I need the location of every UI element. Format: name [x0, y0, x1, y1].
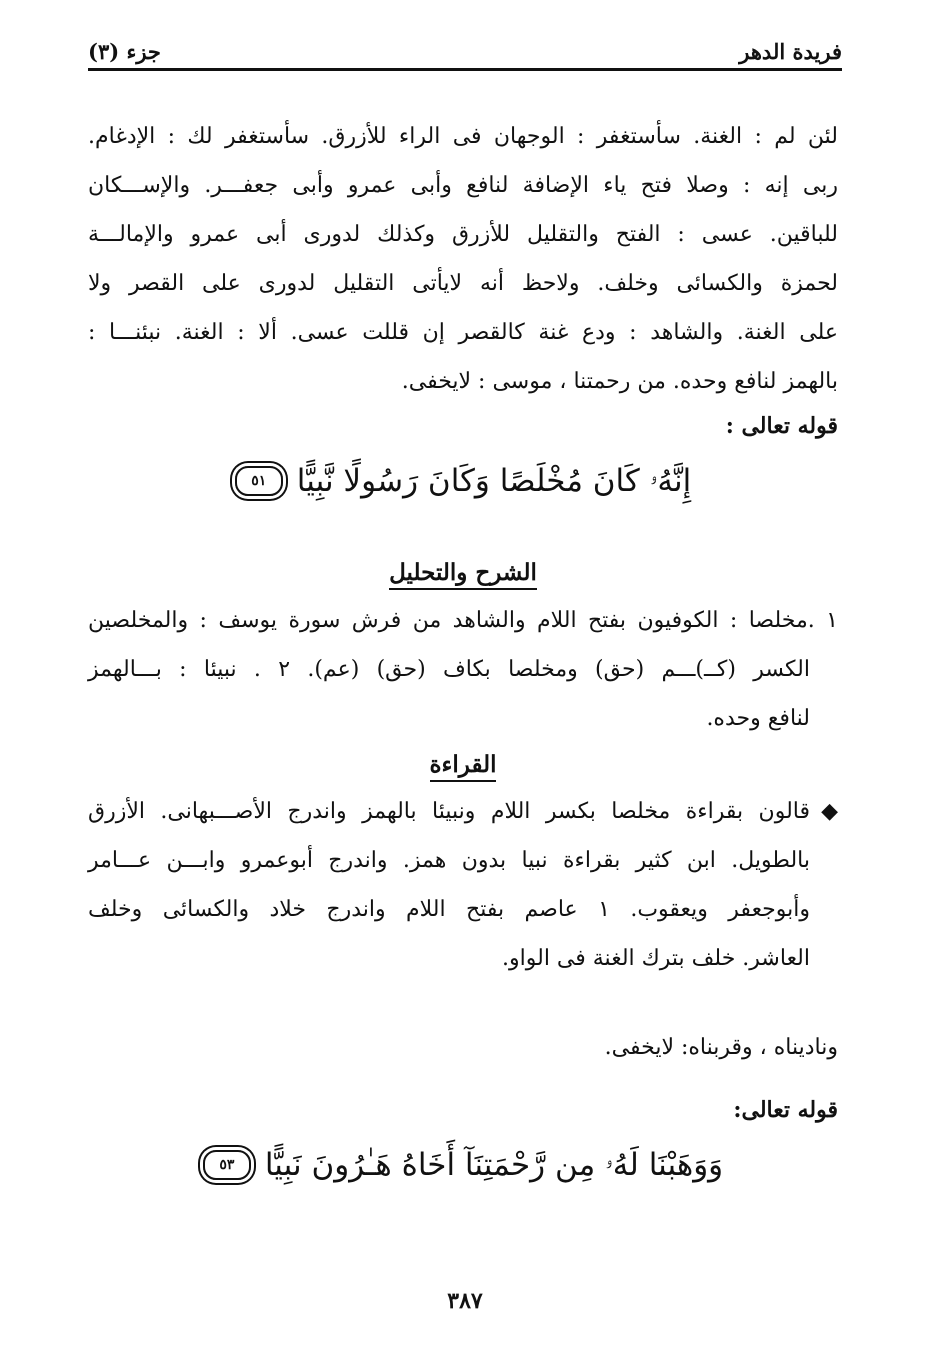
- running-header: [88, 28, 842, 71]
- section-title-qiraa: [88, 743, 838, 787]
- section-title-sharh: [88, 550, 838, 596]
- intro-line: لئن لم : الغنة. سأستغفر : الوجهان فى الراء للأزرق. سأستغفر لك : الإدغام.: [88, 124, 838, 149]
- intro-line: لحمزة والكسائى وخلف. ولاحظ أنه لايأتى التقليل لدورى على القصر ولا: [88, 271, 838, 296]
- verse-intro-label: قوله تعالى:: [733, 1097, 838, 1123]
- section-title-text: القراءة: [430, 751, 497, 782]
- section-title-text: الشرح والتحليل: [389, 559, 537, 590]
- ayah-number-marker: ٥١: [235, 466, 283, 496]
- qiraa-line: وأبوجعفر ويعقوب. ١ عاصم بفتح اللام واندرج خلاد والكسائى وخلف: [88, 897, 811, 922]
- qiraa-line: [88, 787, 838, 836]
- closing-line: وناديناه ، وقربناه: لايخفى.: [604, 1035, 838, 1060]
- qiraa-line: بالطويل. ابن كثير بقراءة نبيا بدون همز. واندرج أبوعمرو وابـــن عـــامر: [88, 848, 810, 873]
- qiraa-line-text: قالون بقراءة مخلصا بكسر اللام ونبيئا بالهمز واندرج الأصـــبهانى. الأزرق: [88, 799, 810, 824]
- part-label: جزء (٣): [88, 39, 161, 64]
- sharh-line: ١ .مخلصا : الكوفيون بفتح اللام والشاهد من فرش سورة يوسف : والمخلصين: [88, 608, 838, 633]
- quran-verse-51: [88, 446, 838, 516]
- verse-text: وَوَهَبْنَا لَهُۥ مِن رَّحْمَتِنَآ أَخَاهُ هَـٰرُونَ نَبِيًّا: [264, 1146, 724, 1183]
- quran-verse-53: [88, 1130, 838, 1200]
- bullet-icon: ◆: [821, 799, 838, 824]
- intro-line: على الغنة. والشاهد : ودع غنة كالقصر إن قللت عسى. ألا : الغنة. نبئنـــا :: [88, 320, 838, 345]
- page-content: [88, 112, 838, 1200]
- ayah-number-marker: ٥٣: [203, 1150, 251, 1180]
- qiraa-line: العاشر. خلف بترك الغنة فى الواو.: [502, 946, 810, 971]
- intro-line: بالهمز لنافع وحده. من رحمتنا ، موسى : لايخفى.: [401, 369, 838, 394]
- verse-text: إِنَّهُۥ كَانَ مُخْلَصًا وَكَانَ رَسُولًا نَّبِيًّا: [296, 462, 692, 499]
- book-title: فريدة الدهر: [739, 39, 842, 64]
- verse-intro-label: قوله تعالى :: [725, 413, 838, 439]
- intro-line: ربى إنه : وصلا فتح ياء الإضافة لنافع وأبى عمرو وأبى جعفـــر. والإســـكان: [88, 173, 838, 198]
- sharh-line: الكسر (كــ)ـــم (حق) ومخلصا بكاف (حق) (عم). ٢ . نبيئا : بـــالهمز: [88, 657, 810, 682]
- sharh-line: لنافع وحده.: [706, 706, 810, 731]
- intro-line: للباقين. عسى : الفتح والتقليل للأزرق وكذلك لدورى أبى عمرو والإمالـــة: [88, 222, 838, 247]
- page-number: ٣٨٧: [447, 1288, 483, 1314]
